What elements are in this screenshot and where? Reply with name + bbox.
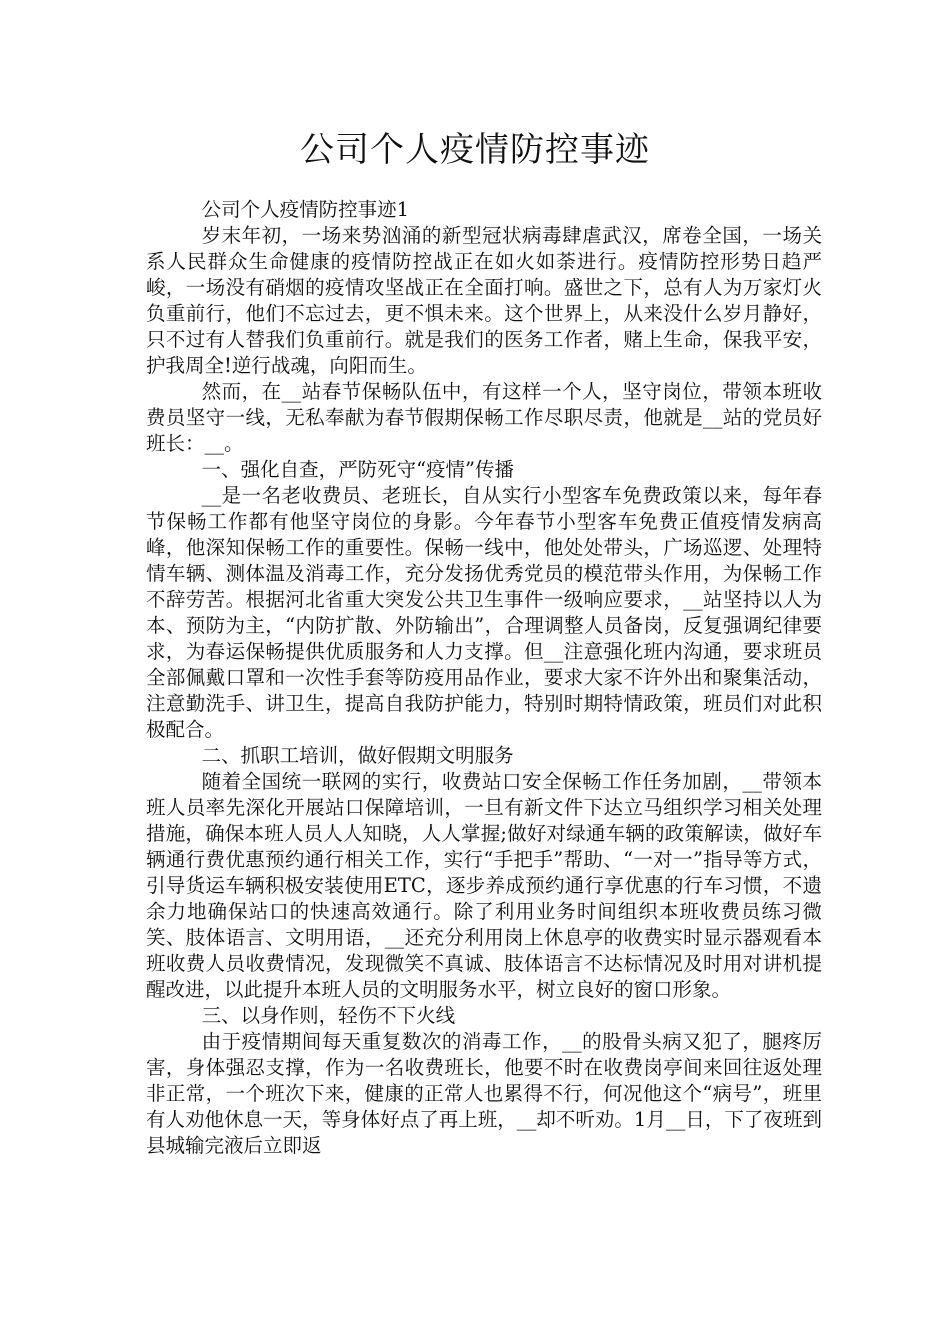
body-paragraph: __是一名老收费员、老班长，自从实行小型客车免费政策以来，每年春节保畅工作都有他坚守岗位的身影。今年春节小型客车免费正值疫情发病高峰，他深知保畅工作的重要性。保畅一线中，他处处带头，广场巡逻、处理特情车辆、测体温及消毒工作，充分发扬优秀党员的模范带头作用，为保畅工作不辞劳苦。根据河北省重大突发公共卫生事件一级响应要求，__站坚持以人为本、预防为主，“内防扩散、外防输出”，合理调整人员备岗，反复强调纪律要求，为春运保畅提供优质服务和人力支撑。但__注意强化班内沟通，要求班员全部佩戴口罩和一次性手套等防疫用品作业，要求大家不许外出和聚集活动，注意勤洗手、讲卫生，提高自我防护能力，特别时期特情政策，班员们对此积极配合。: [146, 484, 822, 741]
body-paragraph: 随着全国统一联网的实行，收费站口安全保畅工作任务加剧，__带领本班人员率先深化开展站口保障培训，一旦有新文件下达立马组织学习相关处理措施，确保本班人员人人知晓，人人掌握;做好对绿通车辆的政策解读，做好车辆通行费优惠预约通行相关工作，实行“手把手”帮助、“一对一”指导等方式，引导货运车辆积极安装使用ETC，逐步养成预约通行享优惠的行车习惯，不遗余力地确保站口的快速高效通行。除了利用业务时间组织本班收费员练习微笑、肢体语言、文明用语，__还充分利用岗上休息亭的收费实时显示器观看本班收费人员收费情况，发现微笑不真诚、肢体语言不达标情况及时用对讲机提醒改进，以此提升本班人员的文明服务水平，树立良好的窗口形象。: [146, 770, 822, 1001]
body-paragraph: 由于疫情期间每天重复数次的消毒工作，__的股骨头病又犯了，腿疼厉害，身体强忍支撑，作为一名收费班长，他要不时在收费岗亭间来回往返处理非正常，一个班次下来，健康的正常人也累得不行，何况他这个“病号”，班里有人劝他休息一天，等身体好点了再上班，__却不听劝。1月__日，下了夜班到县城输完液后立即返: [146, 1030, 822, 1157]
section-heading: 二、抓职工培训，做好假期文明服务: [201, 744, 514, 767]
section-heading: 三、以身作则，轻伤不下火线: [201, 1004, 456, 1027]
document-title: 公司个人疫情防控事迹: [300, 130, 650, 170]
subtitle-paragraph: 公司个人疫情防控事迹1: [201, 198, 409, 221]
document-body: [146, 197, 822, 1159]
section-heading: 一、强化自查，严防死守“疫情”传播: [201, 458, 515, 481]
body-paragraph: 然而，在__站春节保畅队伍中，有这样一个人，坚守岗位，带领本班收费员坚守一线，无私奉献为春节假期保畅工作尽职尽责，他就是__站的党员好班长：__。: [146, 380, 822, 455]
body-paragraph: 岁末年初，一场来势汹涌的新型冠状病毒肆虐武汉，席卷全国，一场关系人民群众生命健康的疫情防控战正在如火如荼进行。疫情防控形势日趋严峻，一场没有硝烟的疫情攻坚战正在全面打响。盛世之下，总有人为万家灯火负重前行，他们不忘过去，更不惧未来。这个世界上，从来没什么岁月静好，只不过有人替我们负重前行。就是我们的医务工作者，赌上生命，保我平安，护我周全!逆行战魂，向阳而生。: [146, 224, 822, 377]
